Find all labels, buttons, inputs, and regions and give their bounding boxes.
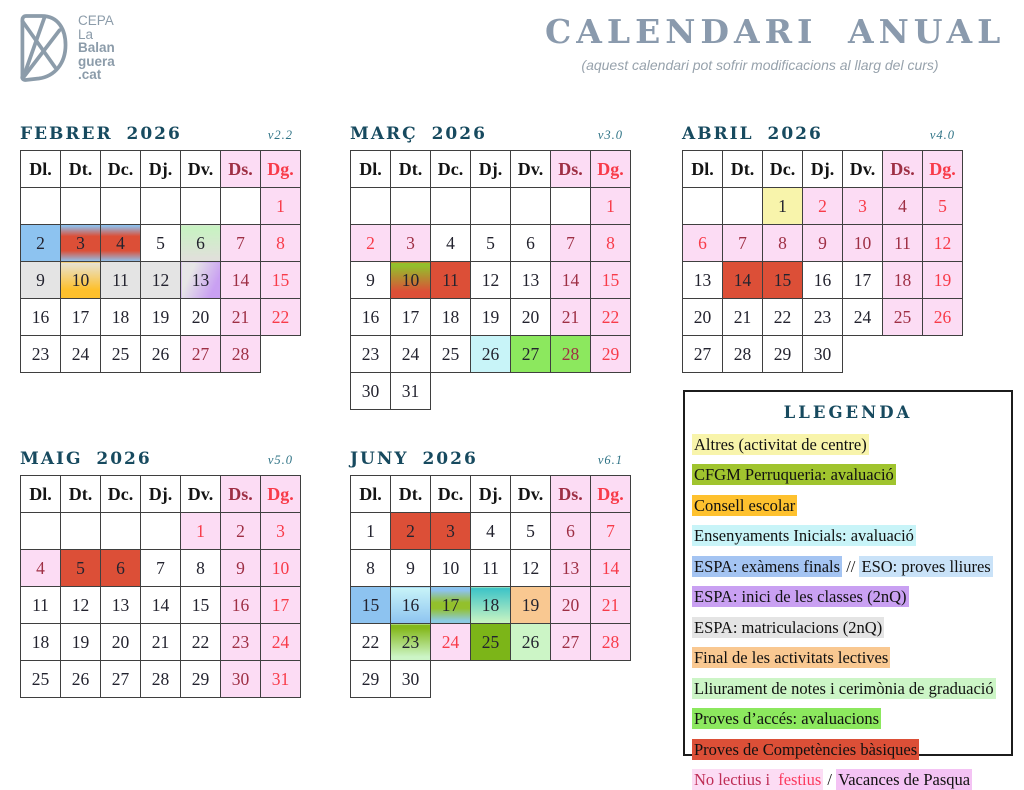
weekday-header: Dc. <box>431 476 471 513</box>
logo-text <box>78 14 115 82</box>
day-cell: 30 <box>803 336 843 373</box>
legend-item <box>692 679 1004 699</box>
day-cell: 27 <box>683 336 723 373</box>
day-cell: 2 <box>21 225 61 262</box>
legend-item <box>692 648 1004 668</box>
day-cell: 15 <box>181 587 221 624</box>
weekday-header: Dj. <box>471 151 511 188</box>
empty-cell <box>21 188 61 225</box>
day-cell: 17 <box>61 299 101 336</box>
empty-cell <box>141 513 181 550</box>
day-cell: 25 <box>431 336 471 373</box>
day-cell: 8 <box>261 225 301 262</box>
weekday-header: Dg. <box>923 151 963 188</box>
day-cell: 1 <box>763 188 803 225</box>
weekday-header: Dv. <box>181 476 221 513</box>
empty-cell <box>391 188 431 225</box>
month-title: ABRIL 2026 <box>682 124 823 144</box>
day-cell: 2 <box>803 188 843 225</box>
weekday-header: Dv. <box>843 151 883 188</box>
legend-item <box>692 770 1004 790</box>
weekday-header: Dl. <box>351 476 391 513</box>
day-cell: 7 <box>551 225 591 262</box>
day-cell: 10 <box>431 550 471 587</box>
day-cell: 12 <box>923 225 963 262</box>
legend-item <box>692 709 1004 729</box>
weekday-header: Dt. <box>61 151 101 188</box>
day-cell: 21 <box>723 299 763 336</box>
day-cell: 21 <box>591 587 631 624</box>
empty-cell <box>61 188 101 225</box>
empty-cell <box>723 188 763 225</box>
day-cell: 4 <box>21 550 61 587</box>
logo-line: La <box>78 26 94 42</box>
day-cell: 12 <box>141 262 181 299</box>
month-version: v2.2 <box>267 128 293 142</box>
weekday-header: Dl. <box>351 151 391 188</box>
day-cell: 16 <box>391 587 431 624</box>
month-table <box>20 475 301 698</box>
day-cell: 16 <box>351 299 391 336</box>
legend-label: festius <box>778 770 822 789</box>
day-cell: 21 <box>221 299 261 336</box>
day-cell: 28 <box>591 624 631 661</box>
day-cell: 3 <box>261 513 301 550</box>
weekday-header: Ds. <box>551 151 591 188</box>
day-cell: 6 <box>551 513 591 550</box>
day-cell: 26 <box>141 336 181 373</box>
day-cell: 24 <box>391 336 431 373</box>
legend-item <box>692 618 1004 638</box>
legend-label: ESPA: exàmens finals <box>694 556 841 576</box>
day-cell: 16 <box>221 587 261 624</box>
logo-line: .cat <box>78 67 102 82</box>
day-cell: 7 <box>141 550 181 587</box>
month-table <box>350 150 631 410</box>
day-cell: 17 <box>391 299 431 336</box>
day-cell: 14 <box>551 262 591 299</box>
day-cell: 2 <box>351 225 391 262</box>
day-cell: 22 <box>591 299 631 336</box>
day-cell: 15 <box>261 262 301 299</box>
day-cell: 12 <box>511 550 551 587</box>
day-cell: 10 <box>843 225 883 262</box>
weekday-header: Dc. <box>431 151 471 188</box>
day-cell: 19 <box>923 262 963 299</box>
day-cell: 19 <box>511 587 551 624</box>
balanguera-logo-icon <box>12 8 70 88</box>
day-cell: 26 <box>923 299 963 336</box>
day-cell: 11 <box>883 225 923 262</box>
weekday-header: Dt. <box>391 151 431 188</box>
day-cell: 2 <box>221 513 261 550</box>
day-cell: 9 <box>391 550 431 587</box>
legend-label: Vacances de Pasqua <box>838 770 971 789</box>
day-cell: 29 <box>351 661 391 698</box>
day-cell: 25 <box>21 661 61 698</box>
day-cell: 18 <box>21 624 61 661</box>
legend-box <box>683 390 1013 789</box>
day-cell: 5 <box>61 550 101 587</box>
day-cell: 3 <box>391 225 431 262</box>
day-cell: 17 <box>431 587 471 624</box>
calendar-febrer <box>20 124 301 373</box>
legend-label: Lliurament de notes i cerimònia de graduació <box>694 678 994 698</box>
day-cell: 7 <box>221 225 261 262</box>
weekday-header: Ds. <box>551 476 591 513</box>
day-cell: 16 <box>21 299 61 336</box>
empty-cell <box>181 188 221 225</box>
weekday-header: Dc. <box>101 476 141 513</box>
month-table <box>20 150 301 373</box>
day-cell: 9 <box>351 262 391 299</box>
empty-cell <box>351 188 391 225</box>
day-cell: 12 <box>61 587 101 624</box>
weekday-header: Dg. <box>591 476 631 513</box>
day-cell: 10 <box>261 550 301 587</box>
day-cell: 3 <box>843 188 883 225</box>
empty-cell <box>431 188 471 225</box>
day-cell: 18 <box>883 262 923 299</box>
day-cell: 3 <box>431 513 471 550</box>
day-cell: 14 <box>221 262 261 299</box>
day-cell: 11 <box>471 550 511 587</box>
day-cell: 11 <box>431 262 471 299</box>
day-cell: 23 <box>391 624 431 661</box>
weekday-header: Dv. <box>511 476 551 513</box>
day-cell: 24 <box>431 624 471 661</box>
day-cell: 27 <box>181 336 221 373</box>
day-cell: 10 <box>61 262 101 299</box>
empty-cell <box>683 188 723 225</box>
day-cell: 31 <box>391 373 431 410</box>
day-cell: 7 <box>723 225 763 262</box>
page-header <box>545 12 1006 73</box>
day-cell: 1 <box>181 513 221 550</box>
day-cell: 17 <box>261 587 301 624</box>
page-subtitle: (aquest calendari pot sofrir modificacions al llarg del curs) <box>581 57 939 73</box>
logo <box>12 8 115 88</box>
day-cell: 6 <box>101 550 141 587</box>
legend-label: Proves d’accés: avaluacions <box>694 709 880 728</box>
day-cell: 13 <box>551 550 591 587</box>
legend-item <box>692 587 1004 607</box>
day-cell: 9 <box>21 262 61 299</box>
weekday-header: Dc. <box>101 151 141 188</box>
day-cell: 27 <box>101 661 141 698</box>
day-cell: 20 <box>511 299 551 336</box>
day-cell: 6 <box>181 225 221 262</box>
weekday-header: Ds. <box>883 151 923 188</box>
day-cell: 5 <box>471 225 511 262</box>
day-cell: 20 <box>101 624 141 661</box>
day-cell: 24 <box>261 624 301 661</box>
day-cell: 7 <box>591 513 631 550</box>
weekday-header: Dt. <box>61 476 101 513</box>
weekday-header: Dl. <box>21 151 61 188</box>
legend-label: Ensenyaments Inicials: avaluació <box>694 526 914 545</box>
day-cell: 22 <box>763 299 803 336</box>
day-cell: 4 <box>431 225 471 262</box>
day-cell: 29 <box>591 336 631 373</box>
day-cell: 21 <box>141 624 181 661</box>
day-cell: 8 <box>591 225 631 262</box>
weekday-header: Dg. <box>261 476 301 513</box>
calendar-marc <box>350 124 631 410</box>
weekday-header: Dj. <box>471 476 511 513</box>
day-cell: 15 <box>591 262 631 299</box>
day-cell: 4 <box>471 513 511 550</box>
empty-cell <box>61 513 101 550</box>
legend-item <box>692 435 1004 455</box>
day-cell: 12 <box>471 262 511 299</box>
weekday-header: Dv. <box>511 151 551 188</box>
day-cell: 18 <box>471 587 511 624</box>
day-cell: 18 <box>431 299 471 336</box>
day-cell: 14 <box>591 550 631 587</box>
legend-label: No lectius i <box>694 770 775 789</box>
day-cell: 5 <box>923 188 963 225</box>
weekday-header: Dg. <box>261 151 301 188</box>
day-cell: 4 <box>101 225 141 262</box>
day-cell: 14 <box>723 262 763 299</box>
day-cell: 15 <box>763 262 803 299</box>
day-cell: 21 <box>551 299 591 336</box>
day-cell: 30 <box>351 373 391 410</box>
weekday-header: Dj. <box>141 476 181 513</box>
day-cell: 25 <box>101 336 141 373</box>
legend-label: Proves de Competències bàsiques <box>694 739 918 759</box>
day-cell: 26 <box>511 624 551 661</box>
day-cell: 5 <box>141 225 181 262</box>
month-title: JUNY 2026 <box>350 449 478 469</box>
month-title: MAIG 2026 <box>20 449 152 469</box>
empty-cell <box>471 188 511 225</box>
legend-label: Altres (activitat de centre) <box>694 434 867 454</box>
weekday-header: Dl. <box>683 151 723 188</box>
page-title: CALENDARI ANUAL <box>545 12 1006 51</box>
calendar-juny <box>350 449 631 698</box>
legend-label: Consell escolar <box>694 495 796 515</box>
day-cell: 29 <box>181 661 221 698</box>
legend-items <box>685 422 1011 790</box>
day-cell: 9 <box>221 550 261 587</box>
legend-title: LLEGENDA <box>783 403 913 422</box>
day-cell: 13 <box>181 262 221 299</box>
day-cell: 28 <box>551 336 591 373</box>
legend-item <box>692 496 1004 516</box>
day-cell: 20 <box>181 299 221 336</box>
day-cell: 27 <box>551 624 591 661</box>
legend-label: / <box>823 770 837 789</box>
day-cell: 27 <box>511 336 551 373</box>
legend-label: Final de les activitats lectives <box>694 648 889 667</box>
day-cell: 20 <box>551 587 591 624</box>
day-cell: 1 <box>261 188 301 225</box>
empty-cell <box>221 188 261 225</box>
day-cell: 4 <box>883 188 923 225</box>
weekday-header: Dj. <box>803 151 843 188</box>
empty-cell <box>511 188 551 225</box>
calendar-abril <box>682 124 963 373</box>
weekday-header: Dt. <box>723 151 763 188</box>
weekday-header: Dl. <box>21 476 61 513</box>
day-cell: 18 <box>101 299 141 336</box>
month-table <box>350 475 631 698</box>
day-cell: 25 <box>471 624 511 661</box>
day-cell: 3 <box>61 225 101 262</box>
logo-line: guera <box>78 53 115 69</box>
day-cell: 29 <box>763 336 803 373</box>
day-cell: 23 <box>21 336 61 373</box>
month-version: v5.0 <box>267 453 293 467</box>
day-cell: 26 <box>471 336 511 373</box>
day-cell: 28 <box>723 336 763 373</box>
day-cell: 28 <box>221 336 261 373</box>
day-cell: 30 <box>391 661 431 698</box>
legend-item <box>692 465 1004 485</box>
day-cell: 20 <box>683 299 723 336</box>
legend-label: ESO: proves lliures <box>861 556 991 576</box>
weekday-header: Dt. <box>391 476 431 513</box>
legend-label: // <box>842 556 860 576</box>
day-cell: 8 <box>351 550 391 587</box>
legend-item <box>692 557 1004 577</box>
legend-item <box>692 526 1004 546</box>
day-cell: 13 <box>101 587 141 624</box>
day-cell: 28 <box>141 661 181 698</box>
month-version: v6.1 <box>597 453 623 467</box>
day-cell: 10 <box>391 262 431 299</box>
weekday-header: Dc. <box>763 151 803 188</box>
month-table <box>682 150 963 373</box>
day-cell: 11 <box>21 587 61 624</box>
day-cell: 6 <box>511 225 551 262</box>
day-cell: 30 <box>221 661 261 698</box>
month-title: FEBRER 2026 <box>20 124 182 144</box>
legend-label: ESPA: inici de les classes (2nQ) <box>694 587 907 606</box>
day-cell: 25 <box>883 299 923 336</box>
day-cell: 19 <box>61 624 101 661</box>
day-cell: 24 <box>843 299 883 336</box>
day-cell: 9 <box>803 225 843 262</box>
day-cell: 13 <box>511 262 551 299</box>
day-cell: 19 <box>141 299 181 336</box>
weekday-header: Dj. <box>141 151 181 188</box>
day-cell: 1 <box>591 188 631 225</box>
day-cell: 23 <box>803 299 843 336</box>
legend-label: ESPA: matriculacions (2nQ) <box>694 617 883 637</box>
day-cell: 8 <box>181 550 221 587</box>
legend-item <box>692 740 1004 760</box>
logo-line: CEPA <box>78 13 114 28</box>
weekday-header: Dg. <box>591 151 631 188</box>
day-cell: 1 <box>351 513 391 550</box>
calendar-maig <box>20 449 301 698</box>
day-cell: 22 <box>351 624 391 661</box>
day-cell: 2 <box>391 513 431 550</box>
day-cell: 6 <box>683 225 723 262</box>
day-cell: 31 <box>261 661 301 698</box>
weekday-header: Ds. <box>221 151 261 188</box>
empty-cell <box>21 513 61 550</box>
day-cell: 22 <box>181 624 221 661</box>
day-cell: 22 <box>261 299 301 336</box>
day-cell: 13 <box>683 262 723 299</box>
empty-cell <box>101 513 141 550</box>
day-cell: 5 <box>511 513 551 550</box>
day-cell: 23 <box>221 624 261 661</box>
month-title: MARÇ 2026 <box>350 124 487 144</box>
day-cell: 17 <box>843 262 883 299</box>
month-version: v3.0 <box>597 128 623 142</box>
logo-line: Balan <box>78 40 115 55</box>
day-cell: 23 <box>351 336 391 373</box>
day-cell: 24 <box>61 336 101 373</box>
day-cell: 15 <box>351 587 391 624</box>
weekday-header: Ds. <box>221 476 261 513</box>
day-cell: 11 <box>101 262 141 299</box>
empty-cell <box>141 188 181 225</box>
empty-cell <box>101 188 141 225</box>
weekday-header: Dv. <box>181 151 221 188</box>
month-version: v4.0 <box>929 128 955 142</box>
day-cell: 14 <box>141 587 181 624</box>
day-cell: 19 <box>471 299 511 336</box>
empty-cell <box>551 188 591 225</box>
day-cell: 8 <box>763 225 803 262</box>
legend-label: CFGM Perruqueria: avaluació <box>694 465 894 484</box>
day-cell: 16 <box>803 262 843 299</box>
day-cell: 26 <box>61 661 101 698</box>
